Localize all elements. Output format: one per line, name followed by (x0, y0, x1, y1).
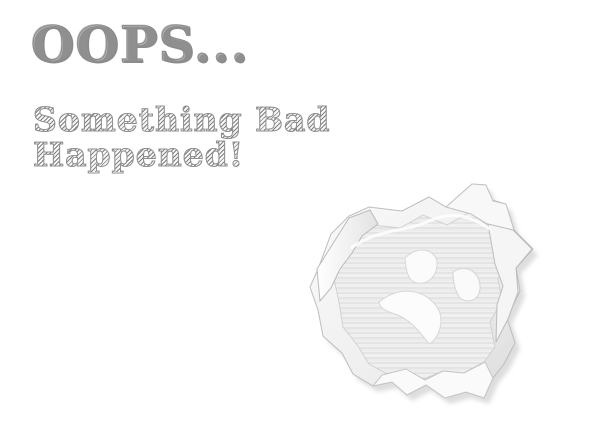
error-message-line-2: Happened! (33, 135, 245, 174)
error-headline: OOPS... (31, 15, 250, 74)
error-message-line-1: Something Bad (33, 100, 331, 139)
error-message (33, 102, 330, 172)
torn-paper-sad-face-icon (300, 176, 550, 406)
